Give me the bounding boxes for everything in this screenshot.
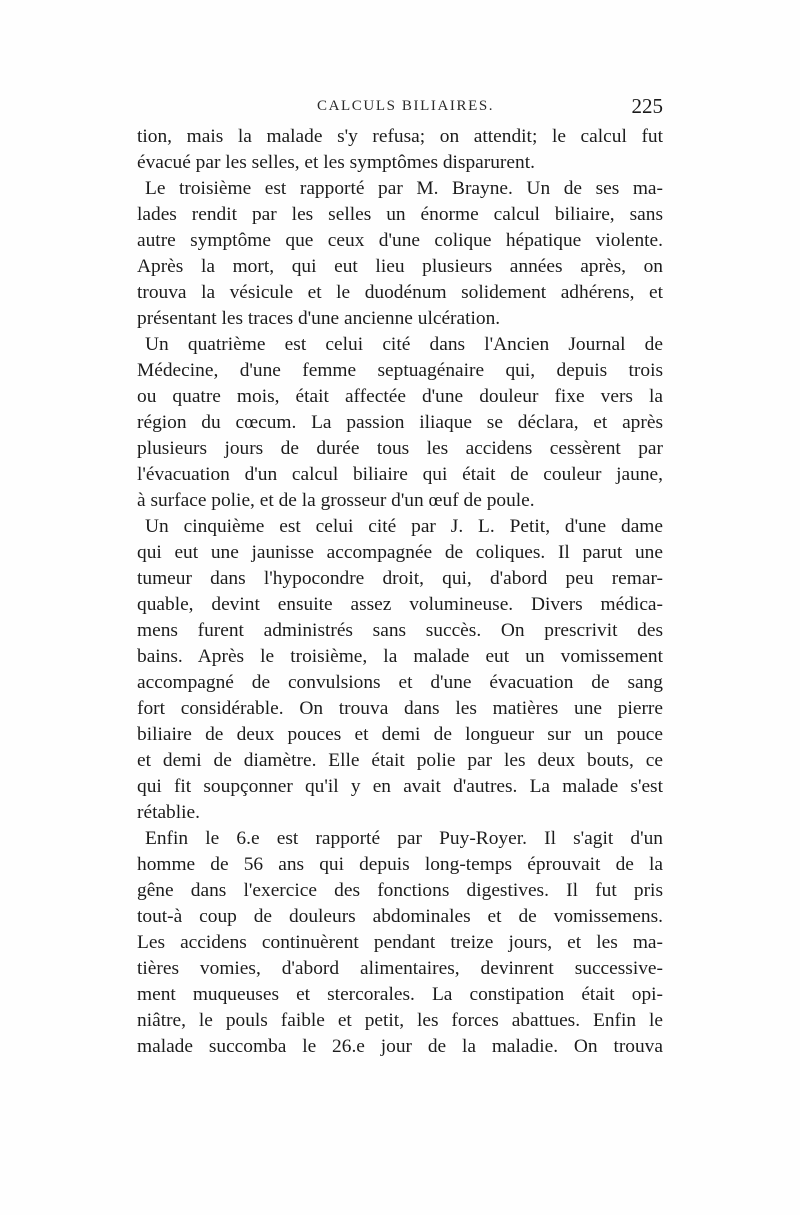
page-header bbox=[137, 96, 663, 126]
text-line: tumeur dans l'hypocondre droit, qui, d'abord peu remar- bbox=[137, 568, 663, 589]
text-line: rétablie. bbox=[137, 802, 200, 823]
text-line: Le troisième est rapporté par M. Brayne. Un de ses ma- bbox=[145, 178, 663, 199]
text-line: tières vomies, d'abord alimentaires, devinrent successive- bbox=[137, 958, 663, 979]
text-line: et demi de diamètre. Elle était polie par les deux bouts, ce bbox=[137, 750, 663, 771]
text-line: présentant les traces d'une ancienne ulcération. bbox=[137, 308, 501, 329]
text-line: accompagné de convulsions et d'une évacuation de sang bbox=[137, 672, 663, 693]
text-line: évacué par les selles, et les symptômes disparurent. bbox=[137, 152, 535, 173]
text-line: Après la mort, qui eut lieu plusieurs années après, on bbox=[137, 256, 663, 277]
text-line: malade succomba le 26.e jour de la maladie. On trouva bbox=[137, 1036, 663, 1057]
text-line: Un quatrième est celui cité dans l'Ancien Journal de bbox=[145, 334, 663, 355]
text-line: ou quatre mois, était affectée d'une douleur fixe vers la bbox=[137, 386, 663, 407]
paragraph bbox=[137, 332, 663, 514]
text-line: à surface polie, et de la grosseur d'un œuf de poule. bbox=[137, 490, 535, 511]
text-line: Un cinquième est celui cité par J. L. Petit, d'une dame bbox=[145, 516, 663, 537]
text-line: fort considérable. On trouva dans les matières une pierre bbox=[137, 698, 663, 719]
text-line: plusieurs jours de durée tous les accidens cessèrent par bbox=[137, 438, 663, 459]
text-line: qui eut une jaunisse accompagnée de coliques. Il parut une bbox=[137, 542, 663, 563]
body-text bbox=[137, 124, 663, 1060]
paragraph bbox=[137, 124, 663, 176]
page-number: 225 bbox=[631, 94, 663, 118]
text-line: lades rendit par les selles un énorme calcul biliaire, sans bbox=[137, 204, 663, 225]
paragraph bbox=[137, 826, 663, 1060]
text-line: tout-à coup de douleurs abdominales et de vomissemens. bbox=[137, 906, 663, 927]
text-line: tion, mais la malade s'y refusa; on attendit; le calcul fut bbox=[137, 126, 663, 147]
text-line: quable, devint ensuite assez volumineuse. Divers médica- bbox=[137, 594, 663, 615]
text-line: niâtre, le pouls faible et petit, les forces abattues. Enfin le bbox=[137, 1010, 663, 1031]
text-line: Médecine, d'une femme septuagénaire qui, depuis trois bbox=[137, 360, 663, 381]
paragraph bbox=[137, 176, 663, 332]
text-line: région du cœcum. La passion iliaque se déclara, et après bbox=[137, 412, 663, 433]
text-line: ment muqueuses et stercorales. La constipation était opi- bbox=[137, 984, 663, 1005]
paragraph bbox=[137, 514, 663, 826]
running-title: CALCULS BILIAIRES. bbox=[317, 98, 495, 114]
text-line: mens furent administrés sans succès. On prescrivit des bbox=[137, 620, 663, 641]
text-line: bains. Après le troisième, la malade eut un vomissement bbox=[137, 646, 663, 667]
text-line: gêne dans l'exercice des fonctions digestives. Il fut pris bbox=[137, 880, 663, 901]
text-line: Enfin le 6.e est rapporté par Puy-Royer. Il s'agit d'un bbox=[145, 828, 663, 849]
text-line: trouva la vésicule et le duodénum solidement adhérens, et bbox=[137, 282, 663, 303]
text-line: qui fit soupçonner qu'il y en avait d'autres. La malade s'est bbox=[137, 776, 663, 797]
text-line: Les accidens continuèrent pendant treize jours, et les ma- bbox=[137, 932, 663, 953]
text-line: homme de 56 ans qui depuis long-temps éprouvait de la bbox=[137, 854, 663, 875]
text-line: autre symptôme que ceux d'une colique hépatique violente. bbox=[137, 230, 663, 251]
text-line: biliaire de deux pouces et demi de longueur sur un pouce bbox=[137, 724, 663, 745]
text-line: l'évacuation d'un calcul biliaire qui était de couleur jaune, bbox=[137, 464, 663, 485]
